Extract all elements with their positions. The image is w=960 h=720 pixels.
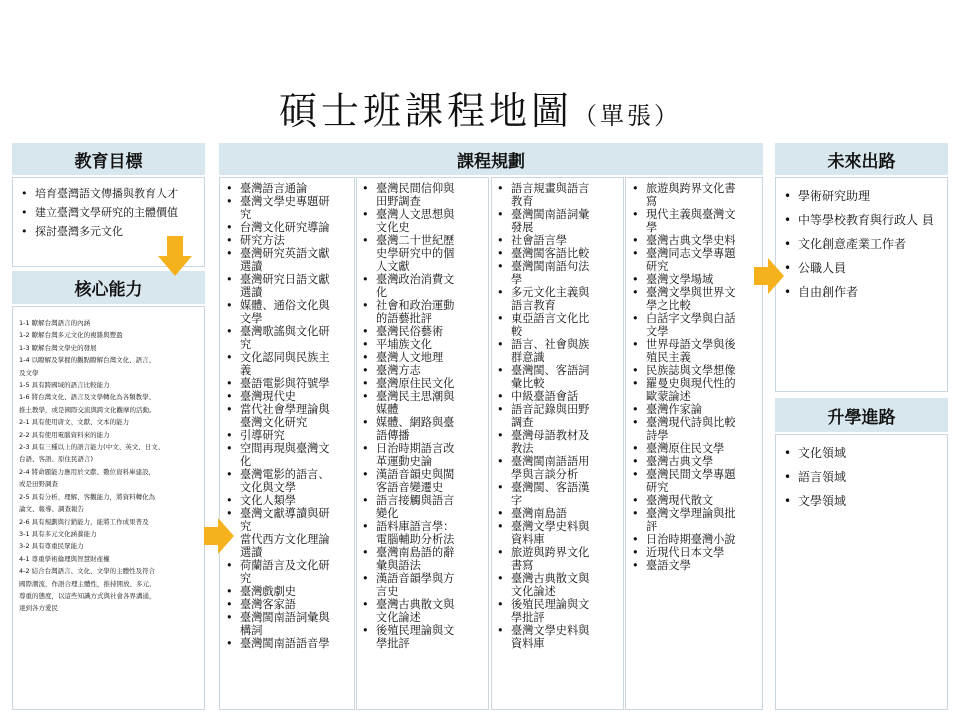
course-item: • 多元文化主義與 語言教育 [493,286,623,312]
course-item: • 文化認同與民族主 義 [222,351,354,377]
ability-item: 1-6 將台灣文化、語言及文學轉化為各類教學、 [19,393,156,402]
ability-item: 2-5 具有分析、理解、客觀能力，將資料轉化為 [19,492,156,501]
course-item: • 臺灣閩、客語漢 字 [493,481,623,507]
course-item: • 臺灣文學理論與批 評 [628,507,762,533]
course-item: • 媒體、通俗文化與 文學 [222,299,354,325]
course-item: • 漢語音韻學與方 言史 [358,572,488,598]
further-list [776,441,947,513]
ability-item: 達到各方愛民 [19,604,58,613]
goal-item: • 培育臺灣語文傳播與教育人才 [13,184,204,203]
course-item: • 後殖民理論與文 學批評 [358,624,488,650]
course-item: • 語言、社會與族 群意識 [493,338,623,364]
course-item: • 臺灣人文地理 [358,351,488,364]
course-item: • 臺灣作家論 [628,403,762,416]
course-item: • 語言規畫與語言 教育 [493,182,623,208]
course-item: • 空間再現與臺灣文 化 [222,442,354,468]
course-item: • 語料庫語言學： 電腦輔助分析法 [358,520,488,546]
course-item: • 臺語電影與符號學 [222,377,354,390]
course-item: • 臺灣原住民文化 [358,377,488,390]
goal-item: • 探討臺灣多元文化 [13,222,204,241]
course-item: • 臺灣閩南語詞彙 發展 [493,208,623,234]
course-item: • 臺灣閩客語比較 [493,247,623,260]
course-item: • 臺灣母語教材及 教法 [493,429,623,455]
course-item: • 臺灣南島語 [493,507,623,520]
abilities-box [12,306,205,710]
title-main: 碩士班課程地圖 [278,89,573,133]
course-item: • 臺灣政治消費文 化 [358,273,488,299]
further-study-item: • 文學領域 [776,489,947,513]
course-item: • 語言接觸與語言 變化 [358,494,488,520]
course-item: • 臺灣歌謠與文化研 究 [222,325,354,351]
course-item: • 旅遊與跨界文化書 寫 [628,182,762,208]
course-item: • 臺灣民主思潮與 媒體 [358,390,488,416]
ability-item: 推土教學，或是國際交流與跨文化觀摩的活動。 [19,405,156,414]
right-arrow-icon [204,518,234,554]
career-item: • 中等學校教育與行政人 員 [776,208,947,232]
further-study-item: • 文化領域 [776,441,947,465]
course-item: • 台灣文化研究導論 [222,221,354,234]
future-header: 未來出路 [775,143,948,175]
core-header: 核心能力 [12,271,205,304]
down-arrow-icon [158,236,192,276]
course-item: • 臺灣語言通論 [222,182,354,195]
career-item: • 公職人員 [776,256,947,280]
course-item: • 臺灣原住民文學 [628,442,762,455]
course-item: • 研究方法 [222,234,354,247]
course-item: • 羅曼史與現代性的 歐蒙論述 [628,377,762,403]
course-item: • 臺灣閩南語語用 學與言談分析 [493,455,623,481]
course-item: • 臺灣文學與世界文 學之比較 [628,286,762,312]
course-item: • 臺灣文獻導讀與研 究 [222,507,354,533]
ability-item: 1-4 以瞭解及掌握的觀點瞭解台灣文化、語言、 [19,356,156,365]
course-item: • 社會語言學 [493,234,623,247]
further-box [775,434,948,710]
course-item: • 東亞語言文化比 較 [493,312,623,338]
goals-list [13,184,204,241]
ability-item: 3-2 具有尊重民眾能力 [19,542,84,551]
course-column-4 [628,182,762,708]
course-item: • 漢語音韻史與閩 客語音變遷史 [358,468,488,494]
course-item: • 臺灣民間文學專題 研究 [628,468,762,494]
course-item: • 臺語文學 [628,559,762,572]
course-item: • 臺灣民俗藝術 [358,325,488,338]
course-item: • 語音記錄與田野 調查 [493,403,623,429]
course-item: • 臺灣現代詩與比較 詩學 [628,416,762,442]
page-title [0,80,960,135]
course-item: • 臺灣古典散文與 文化論述 [358,598,488,624]
ability-item: 1-2 瞭解台灣多元文化的複雜與豐盈 [19,331,123,340]
ability-item: 4-1 尊重學術倫理與智慧財產權 [19,554,110,563]
ability-item: 尊重的態度，以這些知識方式與社會各界溝通， [19,591,156,600]
career-item: • 文化創意產業工作者 [776,232,947,256]
right-arrow-icon [754,258,784,294]
ability-item: 台語、客語、原住民語言) [19,455,94,464]
course-item: • 臺灣現代散文 [628,494,762,507]
course-item: • 媒體、網路與臺 語傳播 [358,416,488,442]
course-column-1 [222,182,354,708]
goals-header: 教育目標 [12,143,205,175]
ability-item: 2-4 將命題能力應用於文獻、數位資料庫建設， [19,467,156,476]
career-item: • 自由創作者 [776,280,947,304]
course-item: • 文化人類學 [222,494,354,507]
further-header: 升學進路 [775,398,948,432]
course-item: • 臺灣古典文學史料 [628,234,762,247]
course-item: • 白話字文學與白話 文學 [628,312,762,338]
course-column-2 [358,182,488,708]
course-item: • 日治時期語言改 革運動史論 [358,442,488,468]
course-column-3 [493,182,623,708]
course-item: • 臺灣戲劇史 [222,585,354,598]
future-list [776,184,947,304]
course-item: • 當代社會學理論與 臺灣文化研究 [222,403,354,429]
course-item: • 臺灣同志文學專題 研究 [628,247,762,273]
course-item: • 引導研究 [222,429,354,442]
course-item: • 社會和政治運動 的語藝批評 [358,299,488,325]
ability-item: 論文、報導、調查報告 [19,505,84,514]
course-item: • 中級臺語會話 [493,390,623,403]
course-item: • 臺灣文學史料與 資料庫 [493,624,623,650]
course-item: • 臺灣古典散文與 文化論述 [493,572,623,598]
ability-item: 或是田野調查 [19,480,58,489]
course-item: • 臺灣文學場域 [628,273,762,286]
ability-item: 1-5 具有跨國域的語言比較能力 [19,381,110,390]
course-item: • 荷蘭語言及文化研 究 [222,559,354,585]
course-item: • 臺灣文學史專題研 究 [222,195,354,221]
ability-item: 3-1 具有多元文化涵養能力 [19,529,97,538]
course-item: • 民族誌與文學想像 [628,364,762,377]
course-item: • 旅遊與跨界文化 書寫 [493,546,623,572]
course-item: • 臺灣古典文學 [628,455,762,468]
course-item: • 後殖民理論與文 學批評 [493,598,623,624]
course-item: • 臺灣南島語的辭 彙與語法 [358,546,488,572]
course-item: • 臺灣閩南語詞彙與 構詞 [222,611,354,637]
course-item: • 現代主義與臺灣文 學 [628,208,762,234]
ability-item: 4-2 結合台灣語言、文化、文學的主體性及符合 [19,567,156,576]
ability-item: 2-6 具有規劃與行銷能力，能將工作成果普及 [19,517,149,526]
course-item: • 臺灣閩南語語音學 [222,637,354,650]
course-item: • 臺灣研究日語文獻 選讀 [222,273,354,299]
course-item: • 臺灣文學史料與 資料庫 [493,520,623,546]
course-item: • 臺灣人文思想與 文化史 [358,208,488,234]
ability-item: 1-1 瞭解台灣語言的內涵 [19,319,91,327]
course-item: • 日治時期臺灣小說 [628,533,762,546]
title-sub: （單張） [573,102,681,130]
goal-item: • 建立臺灣文學研究的主體價值 [13,203,204,222]
course-item: • 世界母語文學與後 殖民主義 [628,338,762,364]
course-item: • 臺灣閩南語句法 學 [493,260,623,286]
ability-item: 1-3 瞭解台灣文學史的發展 [19,343,97,352]
course-item: • 當代西方文化理論 選讀 [222,533,354,559]
course-item: • 臺灣方志 [358,364,488,377]
course-item: • 臺灣現代史 [222,390,354,403]
abilities-list [13,317,204,615]
course-item: • 臺灣研究英語文獻 選讀 [222,247,354,273]
course-item: • 臺灣二十世紀歷 史學研究中的個 人文獻 [358,234,488,273]
ability-item: 2-3 具有三種以上的語言能力(中文、英文、日文、 [19,443,165,452]
course-item: • 臺灣客家語 [222,598,354,611]
course-item: • 臺灣電影的語言、 文化與文學 [222,468,354,494]
course-item: • 臺灣閩、客語詞 彙比較 [493,364,623,390]
course-item: • 臺灣民間信仰與 田野調查 [358,182,488,208]
future-box [775,177,948,392]
course-item: • 近現代日本文學 [628,546,762,559]
further-study-item: • 語言領域 [776,465,947,489]
ability-item: 及文學 [19,368,39,377]
planning-header: 課程規劃 [219,143,763,175]
career-item: • 學術研究助理 [776,184,947,208]
ability-item: 國際潮流，作語合理主體性，推持開放、多元、 [19,579,156,588]
ability-item: 2-1 具有使用唐文、文獻、文本的能力 [19,418,130,427]
course-item: • 平埔族文化 [358,338,488,351]
ability-item: 2-2 具有使用電腦資料來的能力 [19,430,110,439]
